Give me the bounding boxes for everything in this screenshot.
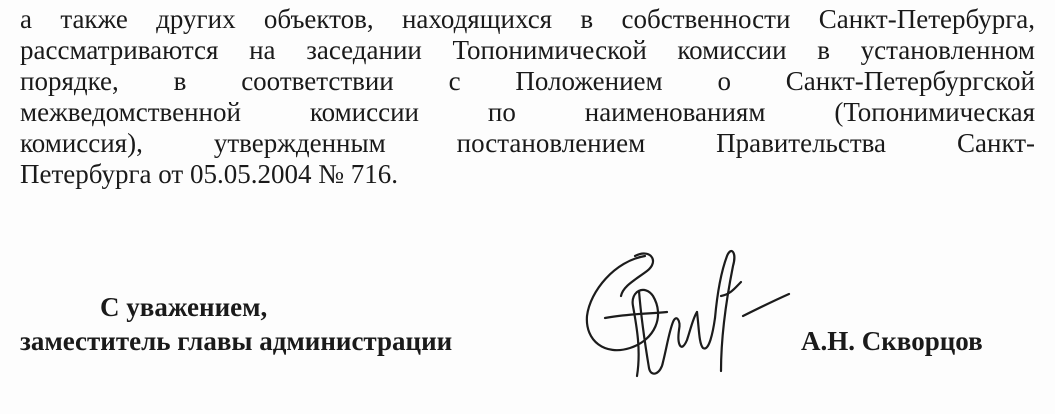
paragraph-line-6: Петербурга от 05.05.2004 № 716. <box>20 159 398 189</box>
paragraph-line-2: рассматриваются на заседании Топонимической комиссии в установленном <box>20 35 1035 65</box>
body-paragraph <box>20 4 1035 190</box>
signer-name: А.Н. Скворцов <box>801 326 983 356</box>
paragraph-line-5: комиссия), утвержденным постановлением Правительства Санкт- <box>20 128 1035 158</box>
signer-position: заместитель главы администрации <box>20 326 453 356</box>
paragraph-line-3: порядке, в соответствии с Положением о Санкт-Петербургской <box>20 66 1035 96</box>
handwritten-signature <box>575 236 795 386</box>
closing-greeting: С уважением, <box>100 292 268 322</box>
paragraph-line-4: межведомственной комиссии по наименованиям (Топонимическая <box>20 97 1035 127</box>
paragraph-line-1: а также других объектов, находящихся в собственности Санкт-Петербурга, <box>20 4 1035 34</box>
